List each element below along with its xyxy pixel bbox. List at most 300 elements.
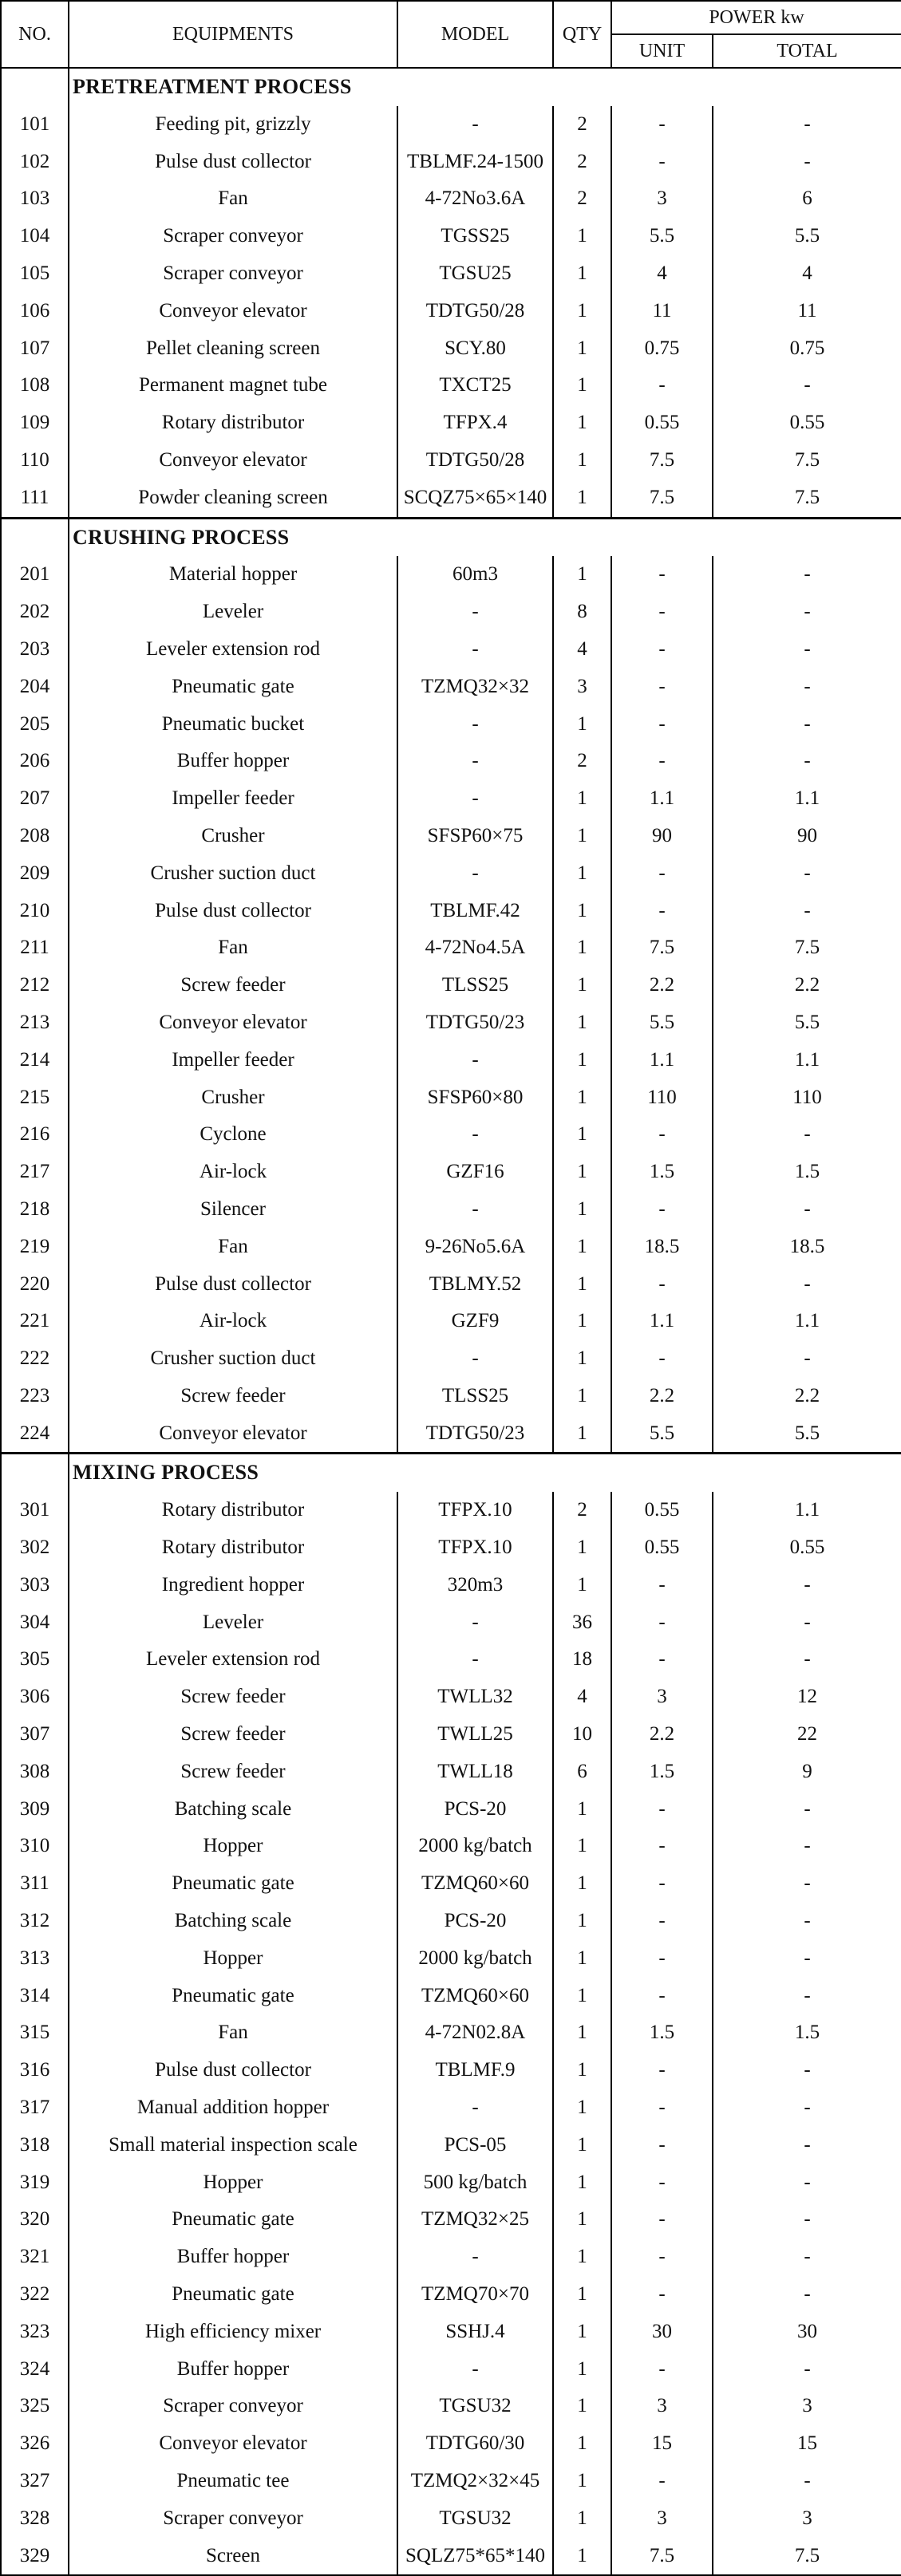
cell-qty: 1 [553, 1154, 611, 1191]
cell-power-total: 7.5 [713, 2538, 901, 2576]
cell-no: 324 [1, 2351, 69, 2389]
cell-power-unit: 3 [611, 2388, 713, 2425]
cell-power-total: - [713, 2052, 901, 2089]
cell-equipment: Screen [69, 2538, 397, 2576]
cell-power-unit: - [611, 1903, 713, 1940]
cell-power-total: 18.5 [713, 1229, 901, 1266]
cell-power-unit: 7.5 [611, 442, 713, 479]
cell-power-unit: - [611, 669, 713, 706]
cell-model: SCQZ75×65×140 [397, 479, 553, 518]
cell-power-total: - [713, 594, 901, 631]
cell-equipment: Hopper [69, 1940, 397, 1978]
cell-no: 224 [1, 1415, 69, 1454]
cell-equipment: Impeller feeder [69, 1042, 397, 1079]
cell-power-total: - [713, 1865, 901, 1903]
cell-power-unit: - [611, 367, 713, 404]
table-row [1, 1529, 901, 1567]
cell-model: TFPX.10 [397, 1529, 553, 1567]
cell-qty: 1 [553, 2463, 611, 2500]
cell-model: TDTG50/23 [397, 1004, 553, 1042]
cell-model: TDTG60/30 [397, 2425, 553, 2463]
cell-power-total: 1.1 [713, 1492, 901, 1529]
cell-qty: 1 [553, 255, 611, 293]
cell-equipment: Rotary distributor [69, 1529, 397, 1567]
cell-no: 321 [1, 2239, 69, 2276]
cell-qty: 1 [553, 1828, 611, 1865]
cell-no: 209 [1, 855, 69, 893]
cell-qty: 1 [553, 1978, 611, 2015]
cell-model: - [397, 594, 553, 631]
cell-model: - [397, 743, 553, 780]
cell-no: 212 [1, 967, 69, 1004]
cell-qty: 1 [553, 330, 611, 368]
cell-no: 213 [1, 1004, 69, 1042]
cell-power-total: 0.55 [713, 404, 901, 442]
cell-qty: 1 [553, 404, 611, 442]
cell-model: 4-72No3.6A [397, 180, 553, 218]
cell-power-total: - [713, 2127, 901, 2164]
cell-power-unit: 11 [611, 293, 713, 330]
cell-power-unit: - [611, 556, 713, 594]
cell-qty: 1 [553, 706, 611, 744]
cell-qty: 1 [553, 818, 611, 855]
cell-power-unit: - [611, 1340, 713, 1378]
cell-power-total: - [713, 893, 901, 930]
cell-power-unit: - [611, 106, 713, 144]
cell-no: 107 [1, 330, 69, 368]
cell-qty: 1 [553, 1079, 611, 1117]
cell-equipment: Conveyor elevator [69, 1004, 397, 1042]
cell-equipment: Impeller feeder [69, 780, 397, 818]
table-row [1, 1492, 901, 1529]
cell-power-total: 1.1 [713, 1303, 901, 1340]
cell-qty: 1 [553, 855, 611, 893]
cell-no: 327 [1, 2463, 69, 2500]
cell-qty: 1 [553, 2164, 611, 2202]
cell-no: 218 [1, 1191, 69, 1229]
cell-no: 202 [1, 594, 69, 631]
table-row [1, 1042, 901, 1079]
header-model: MODEL [397, 1, 553, 68]
cell-model: TZMQ2×32×45 [397, 2463, 553, 2500]
cell-model: TGSS25 [397, 218, 553, 255]
table-row [1, 818, 901, 855]
cell-model: TZMQ60×60 [397, 1865, 553, 1903]
cell-qty: 1 [553, 1529, 611, 1567]
cell-power-total: 3 [713, 2500, 901, 2538]
table-row [1, 1679, 901, 1716]
section-title: CRUSHING PROCESS [69, 518, 901, 556]
cell-no: 328 [1, 2500, 69, 2538]
cell-power-unit: 1.5 [611, 1154, 713, 1191]
cell-power-unit: 2.2 [611, 1716, 713, 1753]
cell-power-total: - [713, 1266, 901, 1304]
cell-equipment: Leveler [69, 1604, 397, 1642]
cell-equipment: Pellet cleaning screen [69, 330, 397, 368]
cell-model: 500 kg/batch [397, 2164, 553, 2202]
cell-no: 204 [1, 669, 69, 706]
table-row [1, 631, 901, 669]
cell-power-unit: 110 [611, 1079, 713, 1117]
table-row [1, 1154, 901, 1191]
cell-model: TZMQ70×70 [397, 2276, 553, 2314]
cell-power-unit: 3 [611, 2500, 713, 2538]
table-row [1, 1415, 901, 1454]
cell-model: - [397, 1340, 553, 1378]
cell-no: 105 [1, 255, 69, 293]
cell-no: 220 [1, 1266, 69, 1304]
cell-no: 104 [1, 218, 69, 255]
cell-power-total: - [713, 1641, 901, 1679]
cell-power-total: 30 [713, 2314, 901, 2351]
cell-power-total: 15 [713, 2425, 901, 2463]
cell-no: 222 [1, 1340, 69, 1378]
section-spacer [1, 1454, 69, 1492]
cell-power-total: 1.5 [713, 2014, 901, 2052]
table-row [1, 2425, 901, 2463]
cell-model: - [397, 631, 553, 669]
cell-qty: 1 [553, 1865, 611, 1903]
cell-model: - [397, 2089, 553, 2127]
cell-power-unit: 15 [611, 2425, 713, 2463]
cell-model: TGSU25 [397, 255, 553, 293]
cell-model: TLSS25 [397, 967, 553, 1004]
cell-power-unit: - [611, 743, 713, 780]
cell-qty: 1 [553, 780, 611, 818]
cell-power-unit: - [611, 1791, 713, 1828]
header-power: POWER kw [611, 1, 901, 34]
cell-model: TDTG50/23 [397, 1415, 553, 1454]
table-row [1, 594, 901, 631]
cell-model: TBLMF.9 [397, 2052, 553, 2089]
cell-power-total: 110 [713, 1079, 901, 1117]
cell-equipment: Permanent magnet tube [69, 367, 397, 404]
cell-no: 103 [1, 180, 69, 218]
table-row [1, 1116, 901, 1154]
cell-no: 205 [1, 706, 69, 744]
cell-model: - [397, 780, 553, 818]
table-row [1, 106, 901, 144]
cell-power-total: 4 [713, 255, 901, 293]
cell-no: 310 [1, 1828, 69, 1865]
table-row [1, 1791, 901, 1828]
table-row [1, 2276, 901, 2314]
cell-equipment: Buffer hopper [69, 2351, 397, 2389]
cell-equipment: Screw feeder [69, 1753, 397, 1791]
cell-model: TZMQ32×32 [397, 669, 553, 706]
cell-no: 111 [1, 479, 69, 518]
cell-no: 303 [1, 1567, 69, 1604]
table-row [1, 1229, 901, 1266]
cell-qty: 1 [553, 929, 611, 967]
cell-model: TLSS25 [397, 1378, 553, 1415]
cell-no: 312 [1, 1903, 69, 1940]
cell-no: 315 [1, 2014, 69, 2052]
cell-power-unit: 1.1 [611, 1303, 713, 1340]
cell-model: SFSP60×80 [397, 1079, 553, 1117]
cell-power-unit: 0.55 [611, 1492, 713, 1529]
cell-power-unit: - [611, 2089, 713, 2127]
cell-power-unit: 5.5 [611, 218, 713, 255]
table-body [1, 68, 901, 2575]
cell-power-unit: 90 [611, 818, 713, 855]
cell-no: 208 [1, 818, 69, 855]
cell-model: - [397, 1042, 553, 1079]
table-row [1, 330, 901, 368]
cell-qty: 1 [553, 218, 611, 255]
table-row [1, 2314, 901, 2351]
cell-equipment: Screw feeder [69, 1378, 397, 1415]
cell-qty: 1 [553, 2351, 611, 2389]
cell-equipment: Rotary distributor [69, 1492, 397, 1529]
cell-power-total: 5.5 [713, 218, 901, 255]
table-row [1, 2014, 901, 2052]
table-row [1, 1340, 901, 1378]
header-row-top [1, 1, 901, 34]
cell-equipment: Pneumatic gate [69, 2201, 397, 2239]
cell-power-total: 12 [713, 1679, 901, 1716]
table-row [1, 1604, 901, 1642]
cell-no: 307 [1, 1716, 69, 1753]
table-row [1, 2164, 901, 2202]
cell-power-unit: - [611, 1191, 713, 1229]
cell-power-total: - [713, 631, 901, 669]
cell-model: 2000 kg/batch [397, 1940, 553, 1978]
cell-power-total: - [713, 367, 901, 404]
cell-power-total: - [713, 1567, 901, 1604]
cell-model: - [397, 2239, 553, 2276]
table-header [1, 1, 901, 68]
cell-no: 313 [1, 1940, 69, 1978]
cell-no: 223 [1, 1378, 69, 1415]
cell-power-total: 0.75 [713, 330, 901, 368]
cell-model: TBLMF.42 [397, 893, 553, 930]
cell-no: 216 [1, 1116, 69, 1154]
cell-no: 326 [1, 2425, 69, 2463]
cell-model: 9-26No5.6A [397, 1229, 553, 1266]
cell-qty: 1 [553, 1116, 611, 1154]
cell-qty: 36 [553, 1604, 611, 1642]
cell-power-unit: - [611, 2201, 713, 2239]
cell-no: 306 [1, 1679, 69, 1716]
table-row [1, 367, 901, 404]
header-equipments: EQUIPMENTS [69, 1, 397, 68]
table-row [1, 929, 901, 967]
cell-qty: 1 [553, 2388, 611, 2425]
cell-no: 329 [1, 2538, 69, 2576]
table-row [1, 442, 901, 479]
cell-qty: 1 [553, 1303, 611, 1340]
header-no: NO. [1, 1, 69, 68]
cell-no: 203 [1, 631, 69, 669]
cell-qty: 1 [553, 1004, 611, 1042]
cell-equipment: Screw feeder [69, 1679, 397, 1716]
cell-equipment: Rotary distributor [69, 404, 397, 442]
cell-equipment: Pneumatic gate [69, 2276, 397, 2314]
cell-model: 2000 kg/batch [397, 1828, 553, 1865]
cell-power-unit: - [611, 1266, 713, 1304]
cell-qty: 4 [553, 631, 611, 669]
table-row [1, 2351, 901, 2389]
cell-qty: 1 [553, 2239, 611, 2276]
cell-equipment: Pneumatic gate [69, 1865, 397, 1903]
cell-qty: 1 [553, 1266, 611, 1304]
cell-no: 108 [1, 367, 69, 404]
cell-power-total: 0.55 [713, 1529, 901, 1567]
table-row [1, 218, 901, 255]
cell-model: TFPX.4 [397, 404, 553, 442]
section-row [1, 518, 901, 556]
cell-model: TBLMF.24-1500 [397, 144, 553, 181]
cell-model: - [397, 1191, 553, 1229]
cell-power-total: - [713, 1940, 901, 1978]
cell-no: 201 [1, 556, 69, 594]
cell-qty: 1 [553, 1903, 611, 1940]
cell-equipment: Air-lock [69, 1154, 397, 1191]
cell-qty: 2 [553, 180, 611, 218]
cell-equipment: Conveyor elevator [69, 1415, 397, 1454]
cell-equipment: Crusher suction duct [69, 855, 397, 893]
table-row [1, 1079, 901, 1117]
cell-no: 210 [1, 893, 69, 930]
cell-qty: 18 [553, 1641, 611, 1679]
cell-power-unit: - [611, 706, 713, 744]
cell-equipment: Pulse dust collector [69, 2052, 397, 2089]
cell-model: TFPX.10 [397, 1492, 553, 1529]
table-row [1, 2127, 901, 2164]
table-row [1, 1828, 901, 1865]
cell-equipment: Pneumatic gate [69, 1978, 397, 2015]
cell-power-unit: - [611, 1978, 713, 2015]
cell-equipment: Scraper conveyor [69, 2500, 397, 2538]
cell-power-total: - [713, 855, 901, 893]
table-row [1, 780, 901, 818]
cell-equipment: Silencer [69, 1191, 397, 1229]
cell-model: TGSU32 [397, 2388, 553, 2425]
cell-equipment: Hopper [69, 2164, 397, 2202]
cell-power-total: - [713, 706, 901, 744]
cell-power-unit: 1.5 [611, 1753, 713, 1791]
cell-power-unit: 1.1 [611, 780, 713, 818]
cell-qty: 1 [553, 442, 611, 479]
cell-model: - [397, 706, 553, 744]
cell-power-total: - [713, 1828, 901, 1865]
table-row [1, 2201, 901, 2239]
cell-no: 317 [1, 2089, 69, 2127]
cell-power-total: 5.5 [713, 1004, 901, 1042]
cell-power-total: - [713, 669, 901, 706]
cell-equipment: Pulse dust collector [69, 1266, 397, 1304]
cell-model: TWLL25 [397, 1716, 553, 1753]
cell-qty: 1 [553, 2052, 611, 2089]
cell-no: 217 [1, 1154, 69, 1191]
cell-no: 323 [1, 2314, 69, 2351]
cell-power-total: 5.5 [713, 1415, 901, 1454]
cell-no: 309 [1, 1791, 69, 1828]
cell-model: SFSP60×75 [397, 818, 553, 855]
cell-model: 320m3 [397, 1567, 553, 1604]
cell-model: SCY.80 [397, 330, 553, 368]
cell-qty: 2 [553, 743, 611, 780]
cell-no: 101 [1, 106, 69, 144]
cell-qty: 8 [553, 594, 611, 631]
cell-power-unit: - [611, 1865, 713, 1903]
cell-power-total: 7.5 [713, 442, 901, 479]
cell-equipment: Fan [69, 929, 397, 967]
cell-no: 316 [1, 2052, 69, 2089]
cell-no: 302 [1, 1529, 69, 1567]
cell-no: 215 [1, 1079, 69, 1117]
cell-power-unit: 5.5 [611, 1004, 713, 1042]
cell-model: TXCT25 [397, 367, 553, 404]
cell-equipment: Crusher suction duct [69, 1340, 397, 1378]
cell-equipment: Buffer hopper [69, 2239, 397, 2276]
header-total: TOTAL [713, 34, 901, 68]
cell-power-total: 3 [713, 2388, 901, 2425]
table-row [1, 255, 901, 293]
cell-no: 311 [1, 1865, 69, 1903]
cell-model: TBLMY.52 [397, 1266, 553, 1304]
cell-power-unit: - [611, 594, 713, 631]
cell-power-unit: - [611, 855, 713, 893]
cell-power-total: - [713, 2201, 901, 2239]
cell-power-total: 11 [713, 293, 901, 330]
cell-power-unit: 0.55 [611, 1529, 713, 1567]
table-row [1, 1903, 901, 1940]
cell-qty: 1 [553, 893, 611, 930]
cell-power-unit: 0.55 [611, 404, 713, 442]
cell-power-unit: - [611, 893, 713, 930]
cell-model: TGSU32 [397, 2500, 553, 2538]
cell-qty: 1 [553, 967, 611, 1004]
cell-no: 304 [1, 1604, 69, 1642]
cell-no: 305 [1, 1641, 69, 1679]
cell-equipment: Fan [69, 1229, 397, 1266]
cell-no: 102 [1, 144, 69, 181]
cell-no: 109 [1, 404, 69, 442]
section-spacer [1, 68, 69, 106]
cell-qty: 1 [553, 2425, 611, 2463]
cell-equipment: Fan [69, 180, 397, 218]
table-row [1, 669, 901, 706]
cell-no: 207 [1, 780, 69, 818]
cell-model: TDTG50/28 [397, 442, 553, 479]
table-row [1, 1940, 901, 1978]
cell-qty: 2 [553, 1492, 611, 1529]
cell-qty: 1 [553, 293, 611, 330]
table-row [1, 404, 901, 442]
cell-power-total: - [713, 106, 901, 144]
cell-power-unit: 30 [611, 2314, 713, 2351]
cell-power-total: 2.2 [713, 1378, 901, 1415]
cell-power-unit: - [611, 144, 713, 181]
cell-equipment: Powder cleaning screen [69, 479, 397, 518]
cell-equipment: Hopper [69, 1828, 397, 1865]
cell-power-unit: 3 [611, 180, 713, 218]
cell-equipment: Conveyor elevator [69, 2425, 397, 2463]
cell-model: TWLL18 [397, 1753, 553, 1791]
cell-equipment: Leveler [69, 594, 397, 631]
table-row [1, 180, 901, 218]
table-row [1, 2052, 901, 2089]
section-spacer [1, 518, 69, 556]
cell-power-unit: 5.5 [611, 1415, 713, 1454]
cell-model: - [397, 1604, 553, 1642]
cell-power-unit: 7.5 [611, 2538, 713, 2576]
cell-power-unit: - [611, 2463, 713, 2500]
cell-qty: 1 [553, 2127, 611, 2164]
cell-power-total: - [713, 2164, 901, 2202]
